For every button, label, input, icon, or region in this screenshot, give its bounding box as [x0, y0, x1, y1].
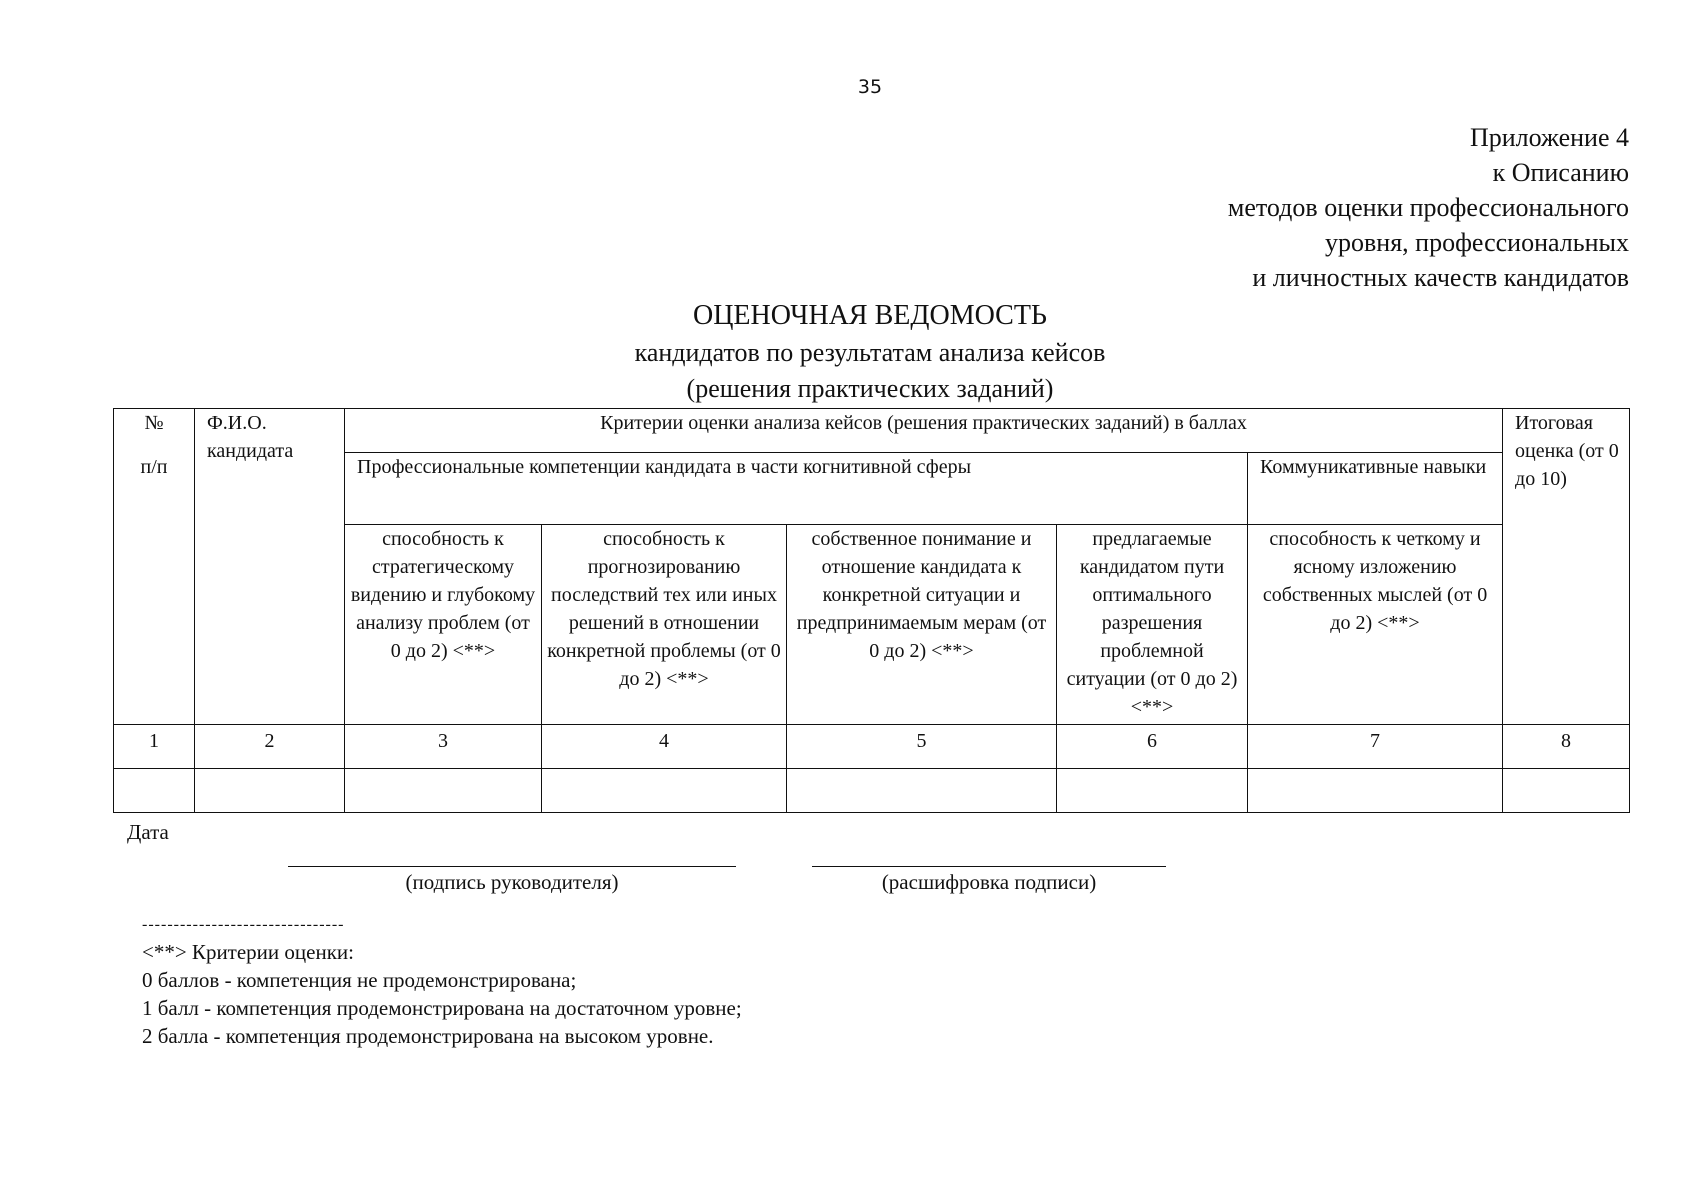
- footnote-line: <**> Критерии оценки:: [142, 940, 354, 964]
- empty-cell: [1503, 769, 1630, 813]
- footnote-line: 1 балл - компетенция продемонстрирована на достаточном уровне;: [142, 996, 742, 1020]
- assessment-table: [113, 408, 1630, 813]
- column-number-4: 4: [542, 725, 787, 769]
- empty-cell: [787, 769, 1057, 813]
- column-number-5: 5: [787, 725, 1057, 769]
- document-title: ОЦЕНОЧНАЯ ВЕДОМОСТЬ: [692, 300, 1048, 331]
- empty-cell: [542, 769, 787, 813]
- appendix-reference: [1228, 120, 1629, 295]
- appendix-line: методов оценки профессионального: [1227, 193, 1629, 222]
- empty-cell: [345, 769, 542, 813]
- criterion-optimal-solution: предлагаемые кандидатом пути оптимального разрешения проблемной ситуации (от 0 до 2) <**>: [1057, 525, 1248, 725]
- appendix-line: Приложение 4: [1469, 123, 1629, 152]
- column-number-8: 8: [1503, 725, 1630, 769]
- signature-label: (подпись руководителя): [405, 870, 619, 894]
- criterion-own-understanding: собственное понимание и отношение кандидата к конкретной ситуации и предпринимаемым мерам (от 0 до 2) <**>: [787, 525, 1057, 725]
- footnote-line: 2 балла - компетенция продемонстрирована на высоком уровне.: [142, 1024, 714, 1048]
- appendix-line: уровня, профессиональных: [1325, 228, 1629, 257]
- communication-skills-header: Коммуникативные навыки: [1248, 453, 1503, 525]
- appendix-line: и личностных качеств кандидатов: [1252, 263, 1629, 292]
- column-number-6: 6: [1057, 725, 1248, 769]
- document-subtitle: [0, 335, 1702, 407]
- col-number-label: п/п: [140, 456, 168, 478]
- empty-cell: [114, 769, 195, 813]
- footnote-line: 0 баллов - компетенция не продемонстрирована;: [142, 968, 577, 992]
- date-label: Дата: [127, 820, 169, 844]
- column-number-2: 2: [195, 725, 345, 769]
- table-row: [114, 769, 1630, 813]
- criteria-header: Критерии оценки анализа кейсов (решения практических заданий) в баллах: [345, 409, 1503, 453]
- empty-cell: [1248, 769, 1503, 813]
- signature-line: [288, 866, 736, 867]
- column-number-3: 3: [345, 725, 542, 769]
- appendix-line: к Описанию: [1492, 158, 1629, 187]
- final-score-header: Итоговая оценка (от 0 до 10): [1503, 409, 1630, 725]
- col-fio-header: Ф.И.О. кандидата: [195, 409, 345, 725]
- decoding-line: [812, 866, 1166, 867]
- footnote-separator: --------------------------------: [142, 916, 345, 933]
- page-number: 35: [857, 76, 883, 98]
- col-number-header: [114, 409, 195, 725]
- empty-cell: [195, 769, 345, 813]
- column-number-7: 7: [1248, 725, 1503, 769]
- criterion-forecasting: способность к прогнозированию последствий тех или иных решений в отношении конкретной проблемы (от 0 до 2) <**>: [542, 525, 787, 725]
- criterion-clear-expression: способность к четкому и ясному изложению собственных мыслей (от 0 до 2) <**>: [1248, 525, 1503, 725]
- criterion-strategic-vision: способность к стратегическому видению и глубокому анализу проблем (от 0 до 2) <**>: [345, 525, 542, 725]
- column-number-1: 1: [114, 725, 195, 769]
- col-number-sign: №: [144, 412, 164, 434]
- professional-competencies-header: Профессиональные компетенции кандидата в части когнитивной сферы: [345, 453, 1248, 525]
- empty-cell: [1057, 769, 1248, 813]
- decoding-label: (расшифровка подписи): [881, 870, 1097, 894]
- footnotes: [142, 938, 742, 1050]
- subtitle-line: (решения практических заданий): [686, 374, 1054, 403]
- subtitle-line: кандидатов по результатам анализа кейсов: [634, 338, 1106, 367]
